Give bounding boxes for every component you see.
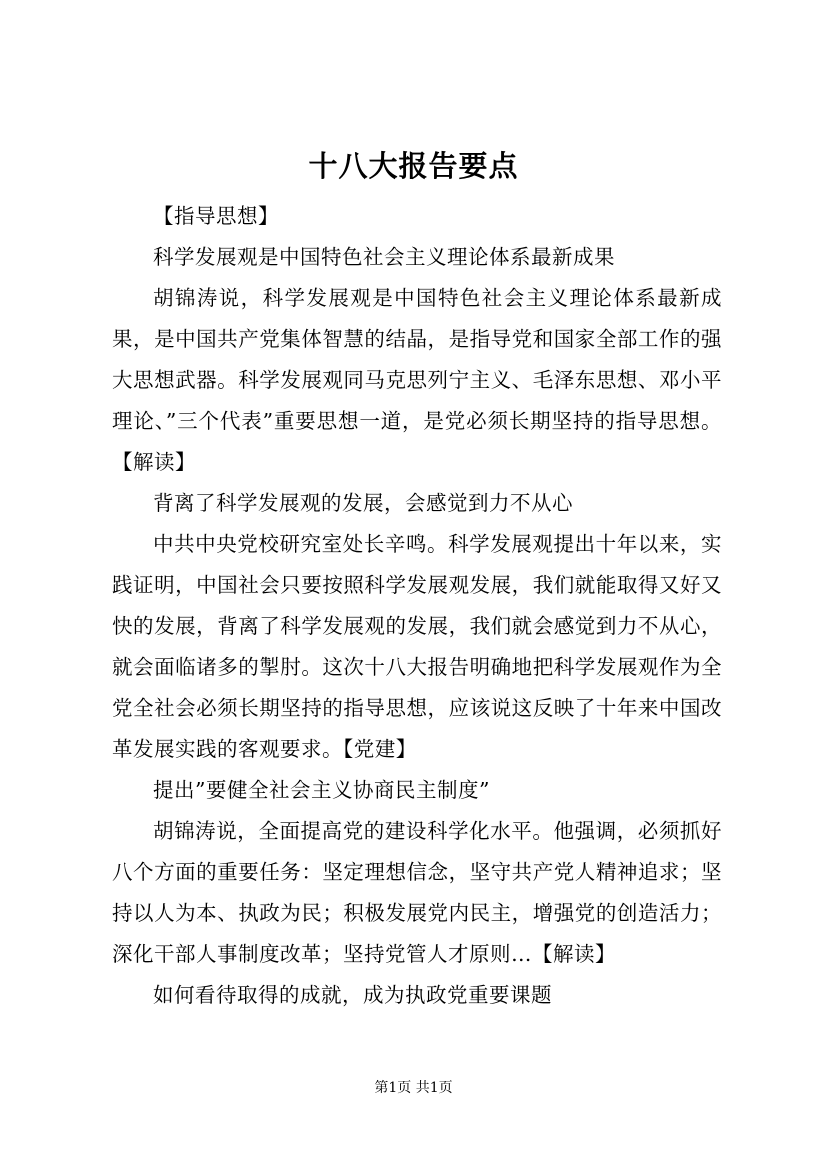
paragraph-party-building: 胡锦涛说，全面提高党的建设科学化水平。他强调，必须抓好八个方面的重要任务：坚定理想信念，坚守共产党人精神追求；坚持以人为本、执政为民；积极发展党内民主，增强党的创造活力；深化干部人事制度改革；坚持党管人才原则…【解读】 xyxy=(112,819,722,966)
paragraph-hu-jintao-scientific-outlook: 胡锦涛说，科学发展观是中国特色社会主义理论体系最新成果，是中国共产党集体智慧的结晶，是指导党和国家全部工作的强大思想武器。科学发展观同马克思列宁主义、毛泽东思想、邓小平理论、”三个代表”重要思想一道，是党必须长期坚持的指导思想。【解读】 xyxy=(112,286,722,474)
paragraph-xin-ming-commentary: 中共中央党校研究室处长辛鸣。科学发展观提出十年以来，实践证明，中国社会只要按照科学发展观发展，我们就能取得又好又快的发展，背离了科学发展观的发展，我们就会感觉到力不从心，就会面临诸多的掣肘。这次十八大报告明确地把科学发展观作为全党全社会必须长期坚持的指导思想，应该说这反映了十年来中国改革发展实践的客观要求。【党建】 xyxy=(112,532,722,761)
section-heading-guiding-thought: 【指导思想】 xyxy=(153,204,279,228)
document-title: 十八大报告要点 xyxy=(308,149,519,183)
subheading-consultative-democracy: 提出”要健全社会主义协商民主制度” xyxy=(153,778,490,802)
subheading-scientific-outlook: 科学发展观是中国特色社会主义理论体系最新成果 xyxy=(153,245,615,269)
document-body xyxy=(112,196,722,1016)
subheading-deviation: 背离了科学发展观的发展，会感觉到力不从心 xyxy=(153,491,573,515)
page-footer: 第1页 共1页 xyxy=(374,1080,453,1096)
subheading-achievements: 如何看待取得的成就，成为执政党重要课题 xyxy=(153,983,552,1007)
